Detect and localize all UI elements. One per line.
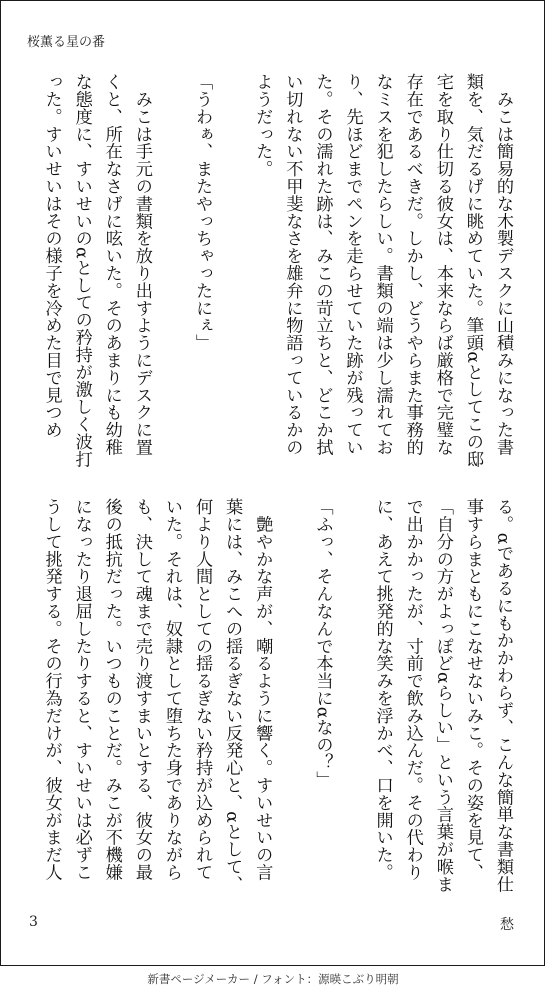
paragraph: る。αであるにもかかわらず、こんな簡単な書類仕事すらまともにこなせないみこ。その姿を見て、「自分の方がよっぽどαらしい」という言葉が喉まで出かかったが、寸前で飲み込んだ。その代わりに、あえて挑発的な笑みを浮かべ、口を開いた。 <box>372 498 513 893</box>
blank-line <box>277 498 307 515</box>
blank-line <box>157 73 187 90</box>
generator-credit: 新書ページメーカー / フォント：源暎こぶり明朝 <box>147 972 399 986</box>
author-name: 愁 <box>500 917 514 933</box>
book-title-header: 桜薫る星の番 <box>27 35 106 50</box>
blank-line <box>217 73 247 90</box>
paragraph: 艶やかな声が、嘲るように響く。すいせいの言葉には、みこへの揺るぎない反発心と、αとして、何より人間としての揺るぎない矜持が込められていた。それは、奴隷として堕ちた身でありながらも、決して魂まで売り渡すまいとする、彼女の最後の抵抗だった。いつものことだ。みこが不機嫌になったり退屈したりすると、すいせいは必ずこうして挑発する。その行為だけが、彼女がまだ人 <box>41 498 273 893</box>
dialogue-line: 「うわぁ、またやっちゃったにぇ」 <box>192 73 213 352</box>
paragraph: みこは簡易的な木製デスクに山積みになった書類を、気だるげに眺めていた。筆頭αとしてこの邸宅を取り仕切る彼女は、本来ならば厳格で完璧な存在であるべきだ。しかし、どうやらまた事務的なミスを犯したらしい。書類の端は少し濡れており、先ほどまでペンを走らせていた跡が残っていた。その濡れた跡は、みこの苛立ちと、どこか拭い切れない不甲斐なさを雄弁に物語っているかのようだった。 <box>252 73 513 468</box>
body-text-top <box>18 73 518 473</box>
page-number: 3 <box>29 914 38 930</box>
blank-line <box>337 498 367 515</box>
body-text-bottom <box>18 498 518 898</box>
paragraph: みこは手元の書類を放り出すようにデスクに置くと、所在なさげに呟いた。そのあまりにも幼稚な態度に、すいせいのαとしての矜持が激しく波打った。すいせいはその様子を冷めた目で見つめ <box>41 73 152 468</box>
dialogue-line: 「ふっ、そんなんで本当にαなの？」 <box>312 498 333 789</box>
